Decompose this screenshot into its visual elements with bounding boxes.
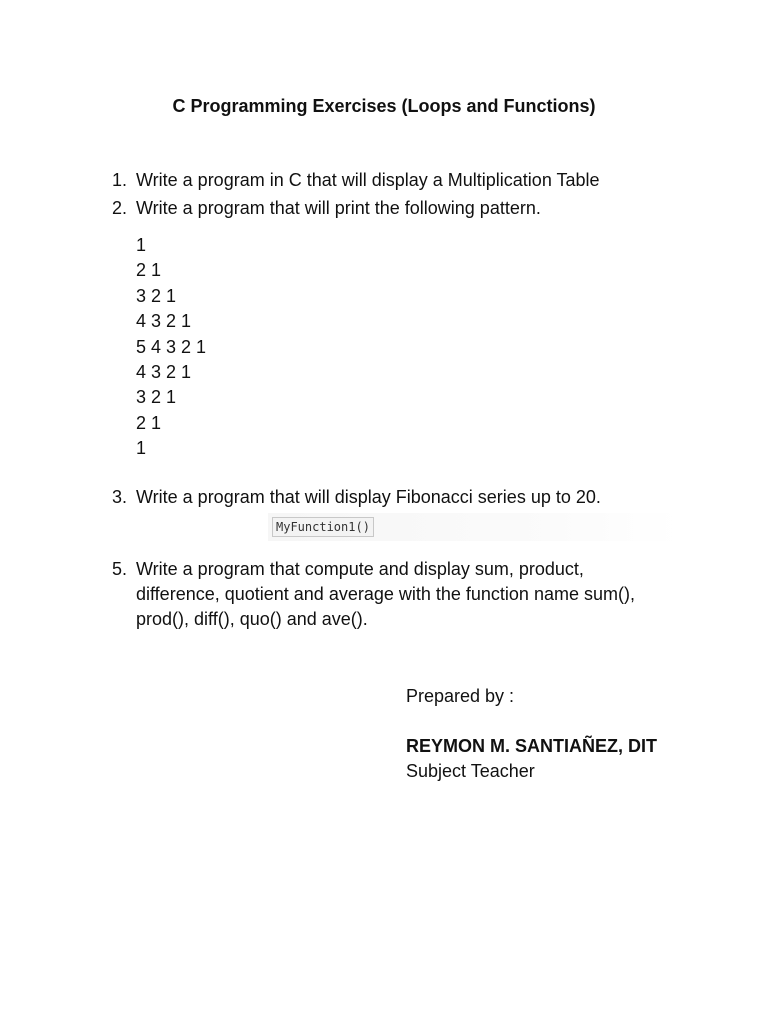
exercise-text: Write a program that will display Fibonacci series up to 20. [136, 487, 601, 507]
pattern-row: 2 1 [136, 260, 162, 281]
prepared-by-label: Prepared by : [406, 686, 515, 706]
exercise-text-line-1: Write a program that compute and display sum, product, [136, 559, 584, 579]
exercise-number: 3. [112, 487, 128, 507]
code-snippet: MyFunction1() [272, 517, 374, 537]
exercise-text: Write a program that will print the following pattern. [136, 198, 541, 218]
author-role: Subject Teacher [406, 761, 535, 781]
exercise-text: Write a program in C that will display a Multiplication Table [136, 170, 600, 190]
exercise-text-line-3: prod(), diff(), quo() and ave(). [136, 609, 368, 629]
pattern-row: 3 2 1 [136, 285, 177, 306]
pattern-row: 4 3 2 1 [136, 311, 192, 332]
pattern-row: 2 1 [136, 412, 162, 433]
pattern-row: 5 4 3 2 1 [136, 336, 207, 357]
pattern-row: 4 3 2 1 [136, 362, 192, 383]
document-title: C Programming Exercises (Loops and Functions) [172, 96, 596, 116]
exercise-number: 1. [112, 170, 128, 190]
number-pattern [136, 233, 206, 462]
pattern-row: 1 [136, 438, 147, 459]
author-name: REYMON M. SANTIAÑEZ, DIT [406, 736, 657, 756]
pattern-row: 3 2 1 [136, 387, 177, 408]
exercise-text-line-2: difference, quotient and average with the function name sum(), [136, 584, 635, 604]
exercise-number: 2. [112, 198, 128, 218]
exercise-number: 5. [112, 559, 128, 579]
pattern-row: 1 [136, 235, 147, 255]
